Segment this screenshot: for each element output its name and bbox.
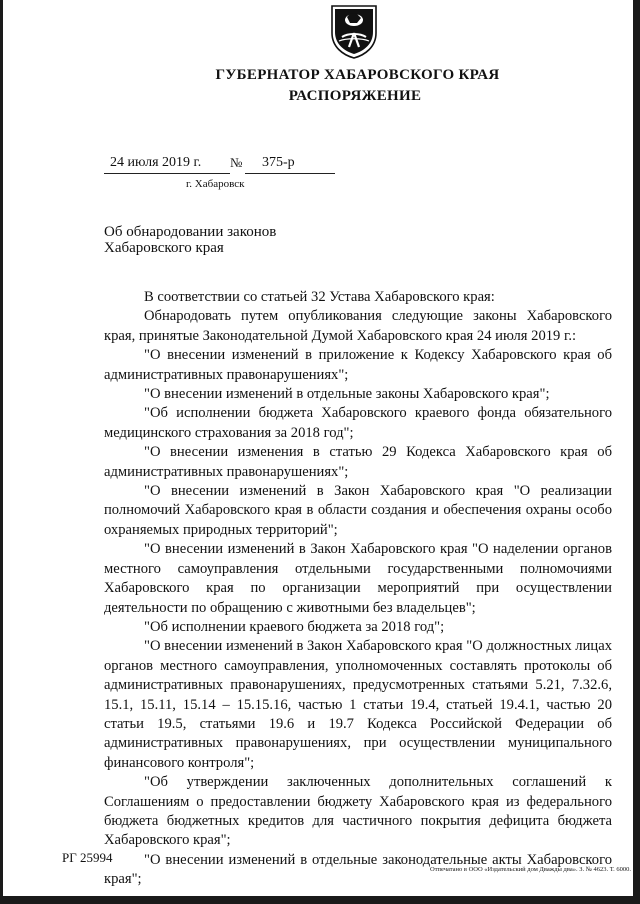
body-paragraph: Обнародовать путем опубликования следующие законы Хабаровского края, принятые Законодательной Думой Хабаровского края 24 июля 2019 г.: — [104, 308, 612, 344]
scan-edge-bottom — [0, 896, 640, 904]
law-item: "Об утверждении заключенных дополнительных соглашений к Соглашениям о предоставлении бюджету Хабаровского края из федерального бюджета бюджетных кредитов для частичного покрытия дефицита бюджета Хабаровского края"; — [104, 774, 612, 849]
law-item: "Об исполнении бюджета Хабаровского краевого фонда обязательного медицинского страхования за 2018 год"; — [104, 405, 612, 441]
scan-edge-left — [0, 0, 3, 904]
document-body — [104, 288, 612, 890]
document-date: 24 июля 2019 г. — [110, 155, 202, 170]
document-issuer-title: ГУБЕРНАТОР ХАБАРОВСКОГО КРАЯ — [215, 67, 500, 83]
number-sign: № — [230, 155, 243, 170]
subject-line: Хабаровского края — [104, 240, 224, 256]
law-item: "О внесении изменений в Закон Хабаровского края "О наделении органов местного самоуправления отдельными государственными полномочиями Хабаровского края по организации мероприятий при осуществлении деятельности по обращению с животными без владельцев"; — [104, 541, 612, 616]
registration-code: РГ 25994 — [62, 850, 113, 865]
document-city: г. Хабаровск — [186, 178, 245, 190]
law-item: "О внесении изменений в отдельные законодательные акты Хабаровского края"; — [104, 851, 612, 888]
law-item: "О внесении изменений в Закон Хабаровского края "О должностных лицах органов местного самоуправления, уполномоченных составлять протоколы об административных правонарушениях, предусмотренных статьями 5.21, 7.32.6, 15.1, 15.11, 15.14 – 15.15.16, частью 1 статьи 19.4, статьей 19.4.1, частью 20 статьи 19.5, статьями 19.6 и 19.7 Кодекса Российской Федерации об административных правонарушениях, при осуществлении муниципального финансового контроля"; — [104, 638, 612, 771]
document-type-title: РАСПОРЯЖЕНИЕ — [288, 88, 422, 104]
scan-edge-right — [633, 0, 640, 904]
law-item: "О внесении изменения в статью 29 Кодекса Хабаровского края об административных правонарушениях"; — [104, 444, 612, 480]
document-subject — [104, 224, 276, 256]
law-item: "О внесении изменений в приложение к Кодексу Хабаровского края об административных правонарушениях"; — [104, 347, 612, 383]
law-item: "О внесении изменений в Закон Хабаровского края "О реализации полномочий Хабаровского края в области создания и обеспечения охраны особо охраняемых природных территорий"; — [104, 483, 612, 538]
subject-line: Об обнародовании законов — [104, 224, 277, 240]
document-number: 375-р — [262, 155, 295, 170]
body-paragraph: В соответствии со статьей 32 Устава Хабаровского края: — [144, 289, 495, 305]
printer-imprint: Отпечатано в ООО «Издательский дом Дважды два». З. № 4623. Т. 6000. — [430, 866, 631, 873]
number-underline — [245, 173, 335, 174]
coat-of-arms-icon — [329, 3, 379, 59]
law-item: "О внесении изменений в отдельные законы Хабаровского края"; — [144, 386, 550, 403]
date-underline — [104, 173, 230, 174]
law-item: "Об исполнении краевого бюджета за 2018 год"; — [144, 618, 445, 635]
